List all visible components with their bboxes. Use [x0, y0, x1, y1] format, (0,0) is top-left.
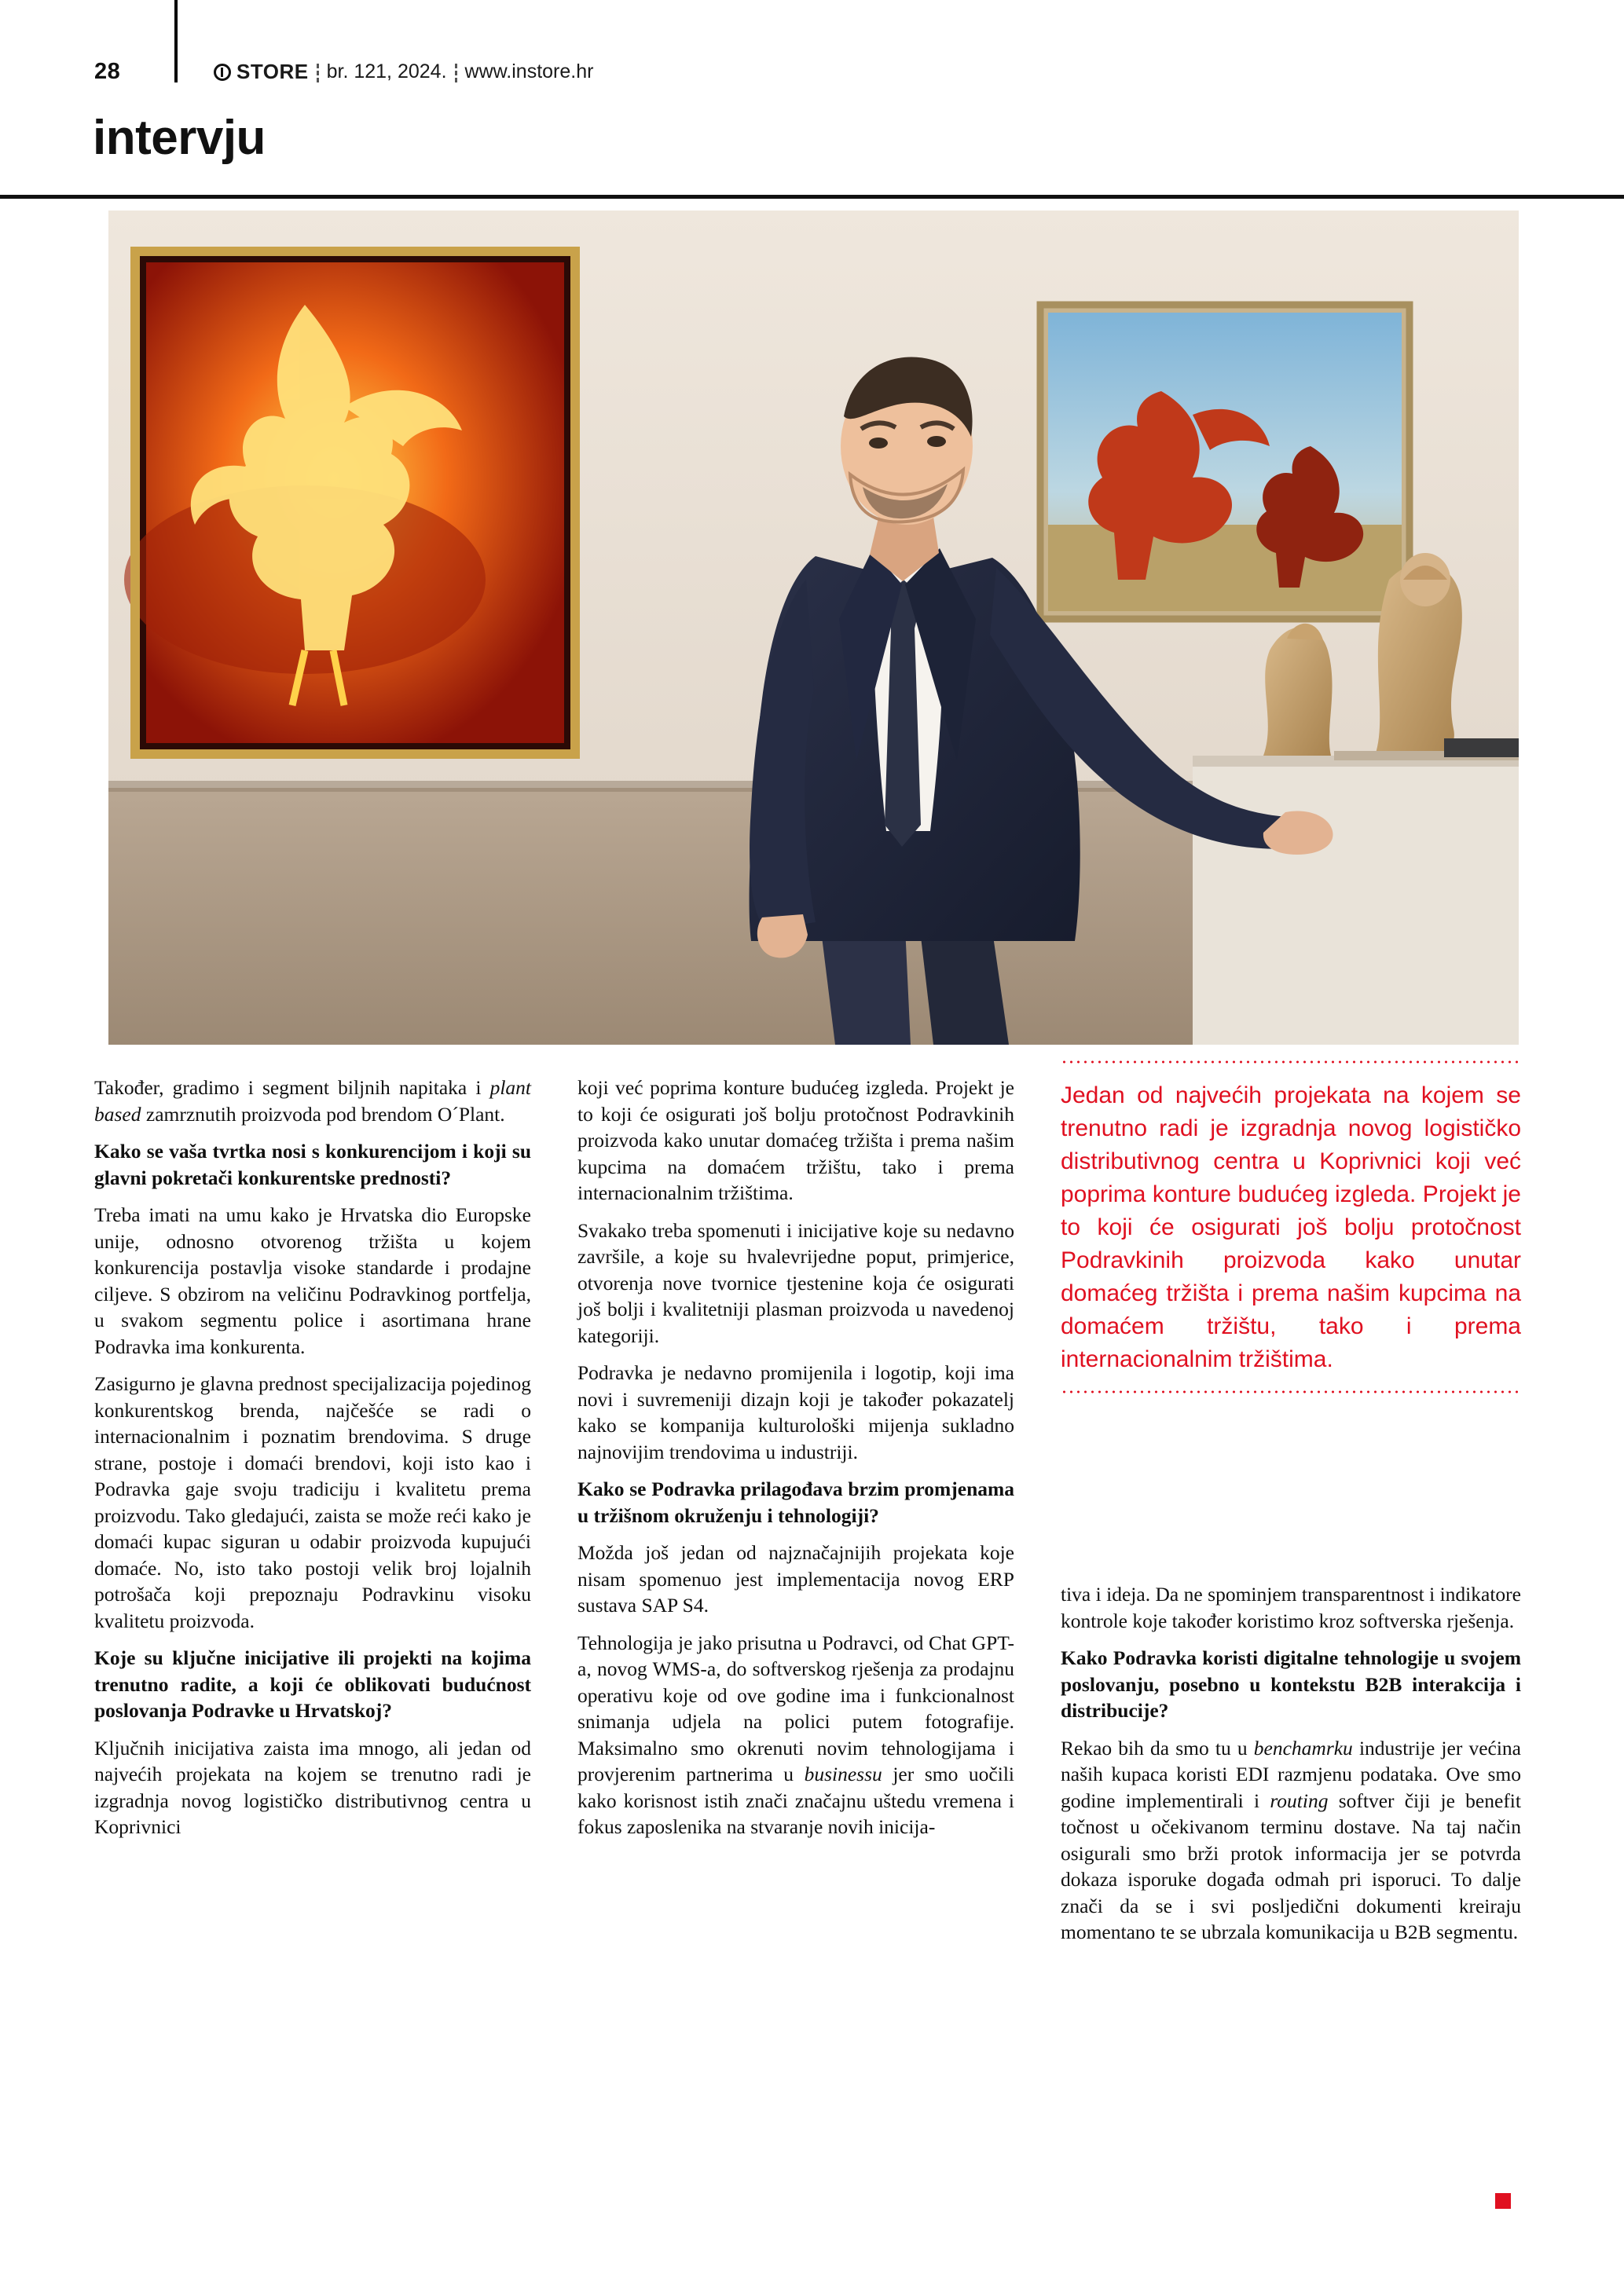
paragraph: Podravka je nedavno promijenila i logotip, koji ima novi i suvremeniji dizajn koji je također pokazatelj kako se kompanija kulturološki mijenja sukladno najnovijim trendovima u industriji. — [577, 1361, 1014, 1463]
header-vertical-rule — [174, 0, 178, 82]
store-logo-text: STORE — [236, 60, 309, 83]
page-number: 28 — [94, 59, 121, 84]
page-header — [0, 0, 1624, 196]
photo-illustration — [108, 211, 1519, 1045]
pull-quote-bottom-rule — [1061, 1390, 1521, 1393]
text-column-3 — [1061, 1581, 1521, 1957]
website-url: www.instore.hr — [464, 60, 594, 82]
paragraph: Svakako treba spomenuti i inicijative koje su nedavno završile, a koje su hvalevrijedne poput, primjerice, otvorenja nove tvornice tjestenine koja će osigurati još bolji i kvalitetniji plasman proizvoda u navedenoj kategoriji. — [577, 1218, 1014, 1347]
paragraph: koji već poprima konture budućeg izgleda. Projekt je to koji će osigurati još bolju protočnost Podravkinih proizvoda kako unutar domaćeg tržišta i prema našim kupcima na domaćem tržištu, tako i prema internacionalnim tržištima. — [577, 1076, 1014, 1204]
masthead — [214, 60, 593, 84]
question-paragraph: Kako Podravka koristi digitalne tehnologije u svojem poslovanju, posebno u kontekstu B2B interakcija i distribucije? — [1061, 1646, 1521, 1722]
paragraph: Također, gradimo i segment biljnih napitaka i plant based zamrznutih proizvoda pod brendom O´Plant. — [94, 1076, 531, 1126]
pull-quote-top-rule — [1061, 1060, 1521, 1064]
interview-photo — [108, 211, 1519, 1045]
dot-separator-icon-2 — [455, 62, 457, 82]
issue-info: br. 121, 2024. — [326, 60, 447, 82]
article-end-mark — [1495, 2193, 1511, 2209]
pull-quote — [1061, 1060, 1521, 1393]
dot-separator-icon — [317, 62, 319, 82]
paragraph: tiva i ideja. Da ne spominjem transparentnost i indikatore kontrole koje također koristimo kroz softverska rješenja. — [1061, 1583, 1521, 1632]
question-paragraph: Kako se Podravka prilagođava brzim promjenama u tržišnom okruženju i tehnologiji? — [577, 1478, 1014, 1527]
store-logo — [214, 60, 309, 84]
text-column-2 — [577, 1075, 1014, 1851]
paragraph: Tehnologija je jako prisutna u Podravci, od Chat GPT-a, novog WMS-a, do softverskog rješenja za prodajnu operativu koje od ove godine ima i funkcionalnost snimanja udjela na polici putem fotografije. Maksimalno smo okrenuti novim tehnologijama i provjerenim partnerima u businessu jer smo uočili kako korisnost istih znači značajnu uštedu vremena i fokus zaposlenika na stvaranje novih inicija- — [577, 1631, 1014, 1838]
section-title: intervju — [93, 111, 266, 165]
question-paragraph: Kako se vaša tvrtka nosi s konkurencijom i koji su glavni pokretači konkurentske prednosti? — [94, 1140, 531, 1189]
pull-quote-text: Jedan od najvećih projekata na kojem se trenutno radi je izgradnja novog logističko distributivnog centra u Koprivnici koji već poprima konture budućeg izgleda. Projekt je to koji će osigurati još bolju protočnost Podravkinih proizvoda kako unutar domaćeg tržišta i prema našim kupcima na domaćem tržištu, tako i prema internacionalnim tržištima. — [1061, 1082, 1521, 1372]
question-paragraph: Koje su ključne inicijative ili projekti na kojima trenutno radite, a koji će oblikovati budućnost poslovanja Podravke u Hrvatskoj? — [94, 1646, 531, 1722]
paragraph: Ključnih inicijativa zaista ima mnogo, ali jedan od najvećih projekata na kojem se trenutno radi je izgradnja novog logističko distributivnog centra u Koprivnici — [94, 1736, 531, 1838]
paragraph: Rekao bih da smo tu u benchamrku industrije jer većina naših kupaca koristi EDI razmjenu podataka. Ove smo godine implementirali i routing softver čiji je benefit točnost u očekivanom terminu dostave. Na taj način osigurali smo brži protok informacija jer se potvrda dokaza isporuke događa odmah pri isporuci. To dalje znači da se i svi posljedični dokumenti kreiraju momentano te se ubrzala komunikacija u B2B segmentu. — [1061, 1736, 1522, 1943]
paragraph: Zasigurno je glavna prednost specijalizacija pojedinog konkurentskog brenda, najčešće se radi o internacionalnim i poznatim brendovima. S druge strane, postoje i domaći brendovi, koji isto kao i Podravka gaje svoju tradiciju i kvalitetu prema proizvodu. Tako gledajući, zaista se može reći kako je domaći kupac siguran u odabir proizvoda kupujući domaće. No, isto tako postoji velik broj lojalnih potrošača koji prepoznaju Podravkinu visoku kvalitetu proizvoda. — [94, 1372, 531, 1632]
paragraph: Treba imati na umu kako je Hrvatska dio Europske unije, odnosno otvorenog tržišta u kojem konkurencija postavlja visoke standarde i prodajne ciljeve. S obzirom na veličinu Podravkinog portfelja, u svakom segmentu police i asortimana hrane Podravka ima konkurenta. — [94, 1203, 531, 1358]
store-logo-icon — [214, 64, 231, 81]
text-column-1 — [94, 1075, 531, 1851]
paragraph: Možda još jedan od najznačajnijih projekata koje nisam spomenuo jest implementacija novog ERP sustava SAP S4. — [577, 1541, 1014, 1617]
header-divider — [0, 195, 1624, 199]
